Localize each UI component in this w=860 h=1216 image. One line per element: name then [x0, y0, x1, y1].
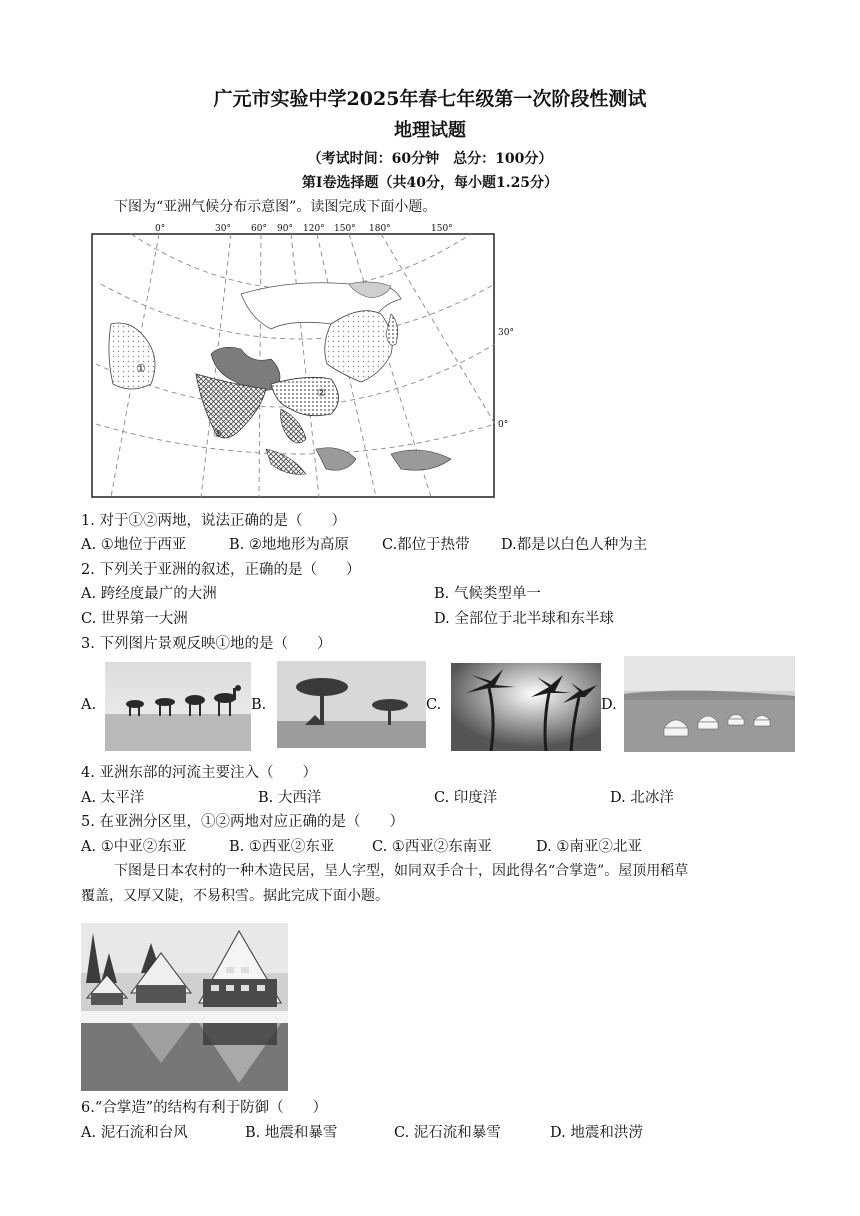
q1-option-c[interactable]: C.都位于热带 — [382, 537, 470, 553]
subject-title: 地理试题 — [394, 120, 466, 141]
q2-option-a[interactable]: A. 跨经度最广的大洲 — [81, 586, 217, 602]
q4-option-b[interactable]: B. 大西洋 — [258, 790, 322, 806]
map-label-60: 60° — [251, 224, 267, 234]
q2-option-c[interactable]: C. 世界第一大洲 — [81, 611, 188, 627]
palm-trees-image[interactable] — [451, 663, 601, 751]
q1-option-d[interactable]: D.都是以白色人种为主 — [501, 537, 648, 553]
q5-stem: 5. 在亚洲分区里，①②两地对应正确的是（ ） — [81, 814, 404, 830]
q1-stem: 1. 对于①②两地，说法正确的是（ ） — [81, 513, 346, 529]
yurt-grassland-image[interactable] — [624, 656, 795, 752]
exam-title: 广元市实验中学2025年春七年级第一次阶段性测试 — [213, 88, 647, 110]
q6-option-c[interactable]: C. 泥石流和暴雪 — [394, 1125, 501, 1141]
map-label-150: 150° — [334, 224, 356, 234]
map-label-150w: 150° — [431, 224, 453, 234]
exam-info: （考试时间：60分钟 总分：100分） — [307, 151, 553, 167]
q1-option-b[interactable]: B. ②地地形为高原 — [229, 537, 349, 553]
q2-option-d[interactable]: D. 全部位于北半球和东半球 — [434, 611, 614, 627]
q1-option-a[interactable]: A. ①地位于西亚 — [81, 537, 187, 553]
q4-option-d[interactable]: D. 北冰洋 — [610, 790, 674, 806]
marker-1: ① — [136, 362, 146, 375]
q6-option-d[interactable]: D. 地震和洪涝 — [550, 1125, 643, 1141]
asia-climate-map — [91, 224, 495, 498]
q3-stem: 3. 下列图片景观反映①地的是（ ） — [81, 636, 332, 652]
map-label-90: 90° — [277, 224, 293, 234]
map-label-120: 120° — [303, 224, 325, 234]
q6-stem: 6.“合掌造”的结构有利于防御（ ） — [81, 1100, 328, 1116]
q5-option-d[interactable]: D. ①南亚②北亚 — [536, 839, 642, 855]
q3-option-c[interactable]: C. — [426, 697, 442, 713]
q4-option-c[interactable]: C. 印度洋 — [434, 790, 498, 806]
camel-desert-image[interactable] — [105, 662, 251, 751]
q2-option-b[interactable]: B. 气候类型单一 — [434, 586, 541, 602]
q4-stem: 4. 亚洲东部的河流主要注入（ ） — [81, 765, 317, 781]
intro-map: 下图为“亚洲气候分布示意图”。读图完成下面小题。 — [114, 199, 437, 215]
section-title: 第Ⅰ卷选择题（共40分，每小题1.25分） — [301, 175, 559, 191]
q3-option-d[interactable]: D. — [601, 697, 617, 713]
marker-3: ③ — [213, 429, 222, 440]
map-lat-0: 0° — [498, 420, 509, 430]
intro-gassho-line1: 下图是日本农村的一种木造民居，呈人字型，如同双手合十，因此得名“合掌造”。屋顶用稻草 — [114, 863, 689, 879]
q6-option-b[interactable]: B. 地震和暴雪 — [245, 1125, 338, 1141]
q5-option-b[interactable]: B. ①西亚②东亚 — [229, 839, 335, 855]
q5-option-a[interactable]: A. ①中亚②东亚 — [81, 839, 187, 855]
gassho-house-image — [81, 923, 288, 1091]
q3-option-b[interactable]: B. — [251, 697, 267, 713]
q6-option-a[interactable]: A. 泥石流和台风 — [81, 1125, 188, 1141]
map-label-30: 30° — [215, 224, 231, 234]
marker-2: ② — [317, 388, 326, 399]
map-label-0: 0° — [155, 224, 166, 234]
intro-gassho-line2: 覆盖，又厚又陡，不易积雪。据此完成下面小题。 — [81, 888, 389, 904]
q2-stem: 2. 下列关于亚洲的叙述，正确的是（ ） — [81, 562, 361, 578]
map-label-180: 180° — [369, 224, 391, 234]
q3-option-a[interactable]: A. — [81, 697, 97, 713]
map-lat-30: 30° — [498, 328, 514, 338]
q4-option-a[interactable]: A. 太平洋 — [81, 790, 145, 806]
q5-option-c[interactable]: C. ①西亚②东南亚 — [372, 839, 492, 855]
savanna-image[interactable] — [277, 661, 426, 748]
